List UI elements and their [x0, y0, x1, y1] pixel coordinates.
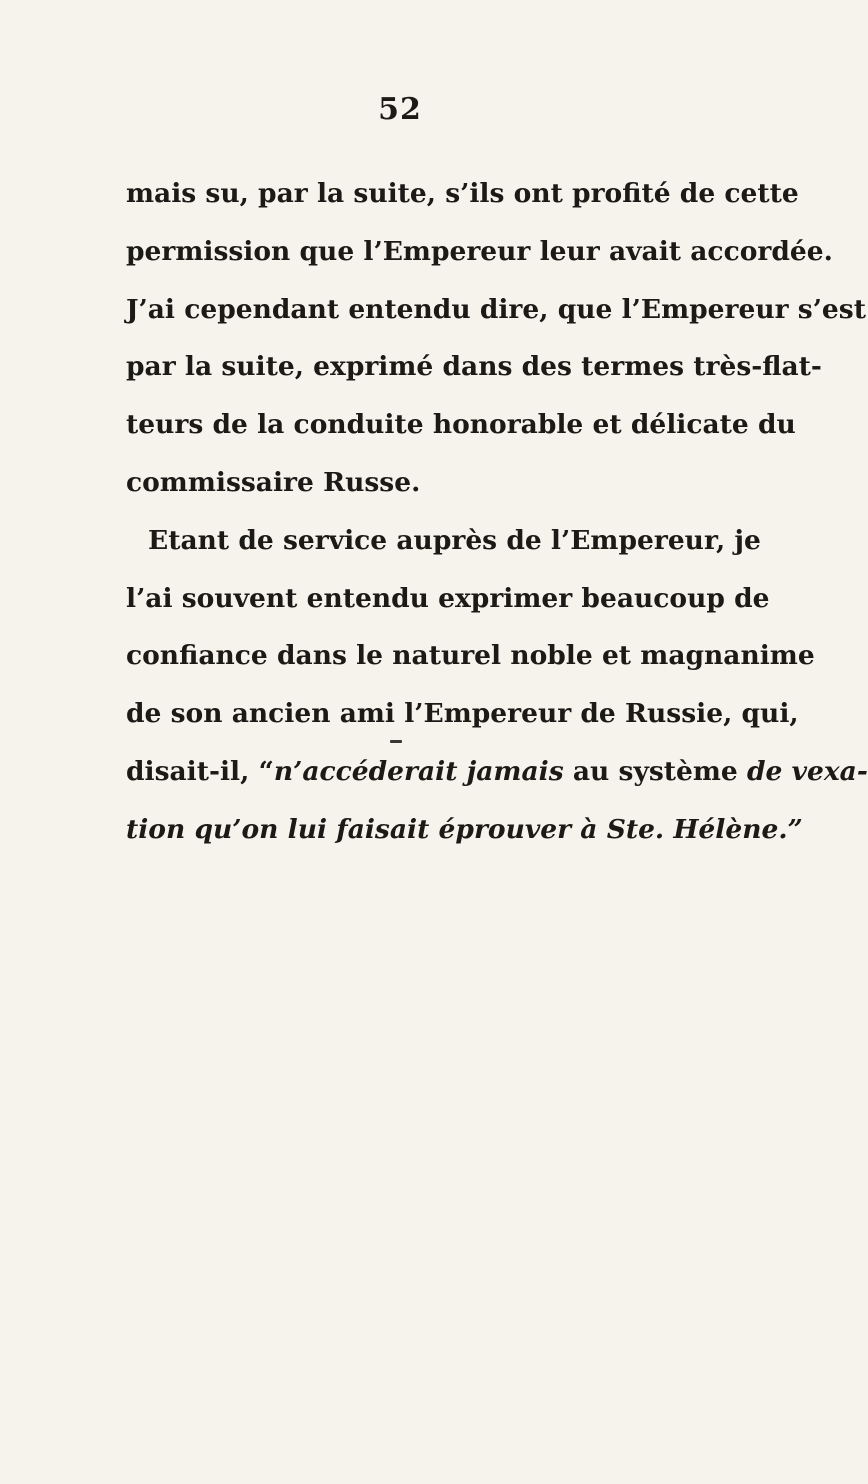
- text-line: J’ai cependant entendu dire, que l’Empereur s’est: [126, 293, 866, 325]
- text-line: mais su, par la suite, s’ils ont profité de cette: [126, 178, 799, 209]
- paragraph-start-line: Etant de service auprès de l’Empereur, je: [148, 524, 761, 556]
- text-line: l’ai souvent entendu exprimer beaucoup de: [126, 582, 770, 614]
- text-line: permission que l’Empereur leur avait accordée.: [126, 235, 833, 267]
- quote-line: [126, 743, 868, 801]
- quote-italic-2: de vexa-: [747, 755, 868, 787]
- quote-italic: n’accéderait jamais: [273, 755, 564, 787]
- text-line: par la suite, exprimé dans des termes très-flat-: [126, 351, 822, 383]
- quote-middle: au système: [563, 755, 747, 787]
- text-line: teurs de la conduite honorable et délicate du: [126, 409, 796, 441]
- text-line: commissaire Russe.: [126, 466, 421, 498]
- closing-dash: [390, 740, 402, 743]
- quote-prefix: disait-il, “: [126, 755, 274, 787]
- body-text: [126, 165, 868, 859]
- quote-end-line: tion qu’on lui faisait éprouver à Ste. Hélène.”: [126, 813, 803, 845]
- page-number: 52: [378, 92, 422, 127]
- text-line: de son ancien ami l’Empereur de Russie, qui,: [126, 698, 799, 730]
- text-line: confiance dans le naturel noble et magnanime: [126, 640, 815, 672]
